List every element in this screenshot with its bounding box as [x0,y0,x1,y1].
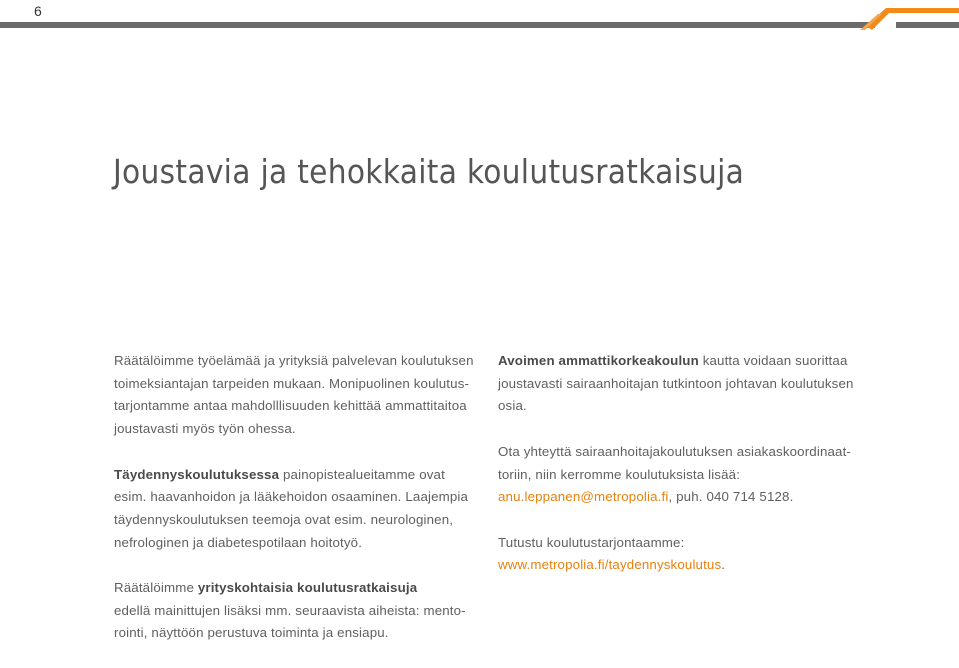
page-title: Joustavia ja tehokkaita koulutusratkaisuja [113,152,745,191]
header-bar [0,22,875,28]
metropolia-accent-icon [856,4,959,30]
right-column [498,350,858,600]
company-training-paragraph: Räätälöimme yrityskohtaisia koulutusratkaisuja edellä mainittujen lisäksi mm. seuraavista aiheista: mento- rointi, näyttöön perustuva toiminta ja ensiapu. [114,580,466,641]
email-link[interactable]: anu.leppanen@metropolia.fi [498,489,669,505]
website-link[interactable]: www.metropolia.fi/taydennyskoulutus [498,557,722,573]
contact-paragraph: Ota yhteyttä sairaanhoitajakoulutuksen asiakaskoordinaat- toriin, niin kerromme koulutuksista lisää: anu.leppanen@metropolia.fi, puh. 040 714 5128. [498,443,851,505]
page-number: 6 [34,3,42,19]
offering-paragraph: Tutustu koulutustarjontaamme: www.metropolia.fi/taydennyskoulutus. [498,534,726,573]
intro-paragraph: Räätälöimme työelämää ja yrityksiä palvelevan koulutuksen toimeksiantajan tarpeiden mukaan. Monipuolinen koulutus- tarjontamme antaa mahdolllisuuden kehittää ammattitaitoa joustavasti myös työn ohessa. [114,353,474,437]
open-university-paragraph: Avoimen ammattikorkeakoulun kautta voidaan suorittaa joustavasti sairaanhoitajan tutkintoon johtavan koulutuksen osia. [498,353,854,414]
left-column [114,350,474,668]
continuing-education-paragraph: Täydennyskoulutuksessa painopistealueitamme ovat esim. haavanhoidon ja lääkehoidon osaaminen. Laajempia täydennyskoulutuksen teemoja ovat esim. neurologinen, nefrologinen ja diabetespotilaan hoitotyö. [114,466,469,550]
